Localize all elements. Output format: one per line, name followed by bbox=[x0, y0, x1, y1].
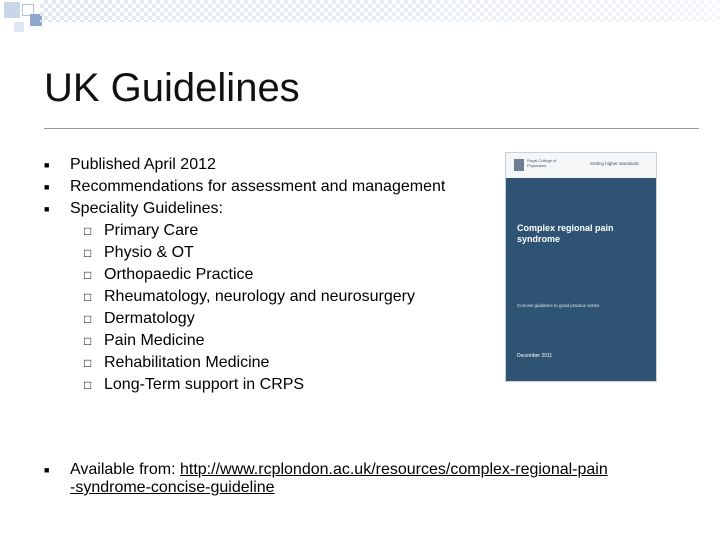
hollow-square-bullet-icon: □ bbox=[84, 224, 92, 238]
slide-title: UK Guidelines bbox=[44, 66, 300, 110]
bullet-item bbox=[44, 198, 524, 220]
cover-series: Concise guidance to good practice series bbox=[517, 303, 600, 308]
hollow-square-bullet-icon: □ bbox=[84, 334, 92, 348]
bullet-text: Speciality Guidelines: bbox=[70, 200, 223, 217]
sub-bullet-text: Pain Medicine bbox=[104, 332, 205, 349]
sub-bullet-text: Physio & OT bbox=[104, 244, 194, 261]
sub-bullet-text: Orthopaedic Practice bbox=[104, 266, 254, 283]
decor-square bbox=[4, 2, 20, 18]
sub-bullet-item bbox=[44, 352, 524, 374]
decor-band-fade bbox=[40, 0, 720, 22]
sub-bullet-text: Long-Term support in CRPS bbox=[104, 376, 305, 393]
sub-bullet-text: Rheumatology, neurology and neurosurgery bbox=[104, 288, 416, 305]
cover-tagline: Setting higher standards bbox=[590, 161, 639, 166]
sub-bullet-text: Rehabilitation Medicine bbox=[104, 354, 270, 371]
square-bullet-icon: ■ bbox=[44, 204, 50, 214]
guideline-link[interactable]: http://www.rcplondon.ac.uk/resources/complex-regional-pain bbox=[179, 461, 608, 478]
bullet-text: Published April 2012 bbox=[70, 156, 216, 173]
sub-bullet-text: Primary Care bbox=[104, 222, 199, 239]
rcp-logo-icon bbox=[514, 159, 524, 171]
cover-date: December 2011 bbox=[517, 353, 553, 359]
available-from-label: Available from: bbox=[70, 461, 180, 478]
sub-bullet-item bbox=[44, 330, 524, 352]
hollow-square-bullet-icon: □ bbox=[84, 312, 92, 326]
square-bullet-icon: ■ bbox=[44, 465, 50, 475]
sub-bullet-text: Dermatology bbox=[104, 310, 195, 327]
hollow-square-bullet-icon: □ bbox=[84, 356, 92, 370]
sub-bullet-item bbox=[44, 220, 524, 242]
cover-logo-text: Royal College of Physicians bbox=[527, 158, 557, 168]
cover-header bbox=[506, 153, 656, 178]
hollow-square-bullet-icon: □ bbox=[84, 246, 92, 260]
guideline-cover-image bbox=[505, 152, 657, 382]
bullet-list bbox=[44, 154, 524, 396]
decor-square bbox=[14, 22, 24, 32]
sub-bullet-item bbox=[44, 374, 524, 396]
available-from-item bbox=[44, 461, 694, 497]
bullet-text: Recommendations for assessment and management bbox=[70, 178, 446, 195]
hollow-square-bullet-icon: □ bbox=[84, 378, 92, 392]
sub-bullet-item bbox=[44, 286, 524, 308]
guideline-link-continued[interactable]: -syndrome-concise-guideline bbox=[70, 479, 275, 496]
sub-bullet-item bbox=[44, 264, 524, 286]
hollow-square-bullet-icon: □ bbox=[84, 268, 92, 282]
hollow-square-bullet-icon: □ bbox=[84, 290, 92, 304]
square-bullet-icon: ■ bbox=[44, 160, 50, 170]
square-bullet-icon: ■ bbox=[44, 182, 50, 192]
bullet-item bbox=[44, 154, 524, 176]
available-from-text bbox=[70, 461, 608, 497]
sub-bullet-item bbox=[44, 242, 524, 264]
title-divider bbox=[44, 128, 699, 129]
cover-title: Complex regional pain syndrome bbox=[517, 223, 614, 244]
bullet-item bbox=[44, 176, 524, 198]
sub-bullet-item bbox=[44, 308, 524, 330]
